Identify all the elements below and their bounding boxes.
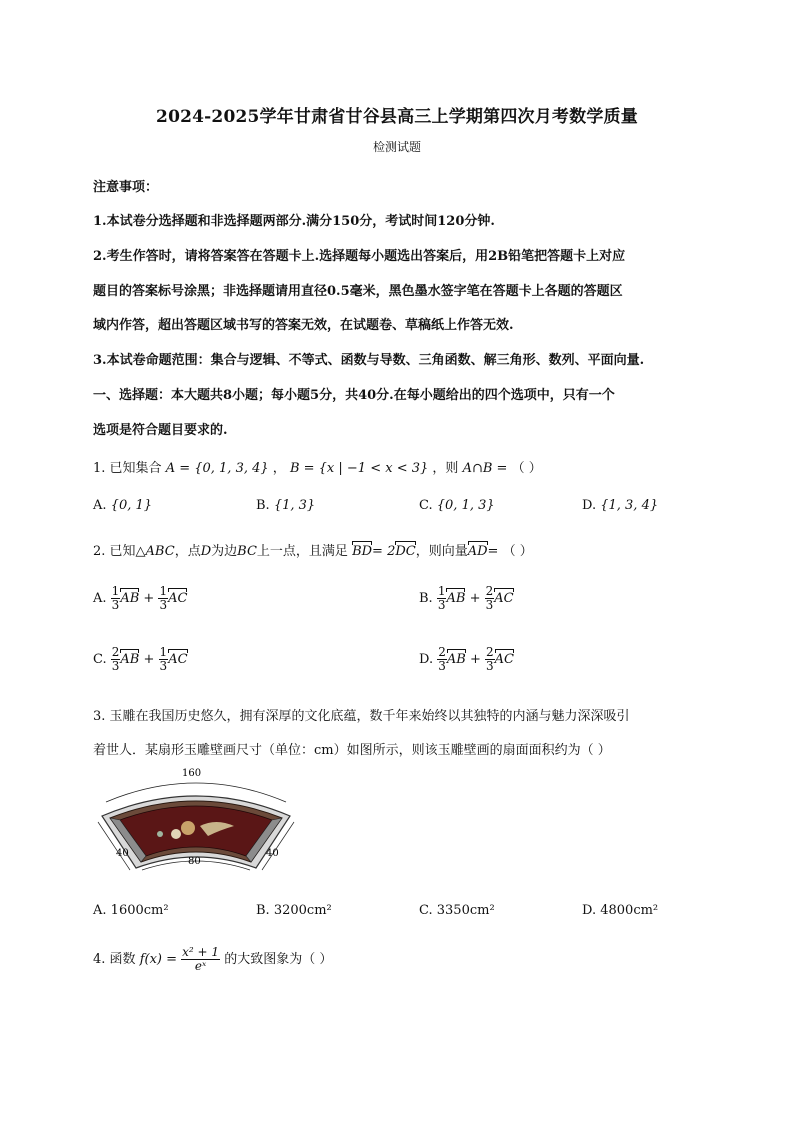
q1-blank: （ ） [511, 461, 542, 476]
label-40-left: 40 [116, 848, 129, 859]
label-80: 80 [188, 856, 201, 867]
q1-sep: ， [272, 461, 286, 476]
q2-vector-ad: AD [467, 544, 488, 559]
q1-set-b: B = {x | −1 < x < 3} [289, 461, 429, 476]
q4-function-name: f(x) = [139, 952, 177, 967]
q1-option-d: D. {1, 3, 4} [582, 498, 659, 513]
carving-flower-2 [171, 829, 181, 839]
carving-leaf [157, 831, 163, 837]
q2-text-4: 上一点，且满足 [256, 544, 348, 559]
q2-text-5: ，则向量 [415, 544, 468, 559]
notice-item-2-line-1: 2.考生作答时，请将答案答在答题卡上.选择题每小题选出答案后，用2B铅笔把答题卡上对应 [93, 249, 626, 264]
q3-option-b: B. 3200cm² [256, 903, 332, 918]
section-1-line-1: 一、选择题：本大题共8小题；每小题5分，共40分.在每小题给出的四个选项中，只有一个 [93, 388, 615, 403]
q3-option-c: C. 3350cm² [419, 903, 495, 918]
notice-item-1: 1.本试卷分选择题和非选择题两部分.满分150分，考试时间120分钟. [93, 214, 495, 229]
q2-point-d: D [200, 544, 212, 559]
notice-item-2-line-3: 域内作答，超出答题区域书写的答案无效，在试题卷、草稿纸上作答无效. [93, 318, 514, 333]
question-4-stem [93, 946, 332, 973]
q2-side-bc: BC [237, 544, 257, 559]
question-2-stem [93, 540, 533, 559]
q4-denominator: eˣ [194, 959, 207, 973]
q4-fraction [181, 946, 220, 973]
q1-option-c: C. {0, 1, 3} [419, 498, 495, 513]
exam-title: 2024-2025学年甘肃省甘谷县高三上学期第四次月考数学质量 [156, 107, 638, 127]
q4-suffix: 的大致图象为（ ） [224, 952, 333, 967]
q2-vector-dc: DC [395, 544, 416, 559]
carving-flower [181, 821, 195, 835]
q1-set-a: A = {0, 1, 3, 4} [165, 461, 269, 476]
question-1-stem [93, 457, 542, 476]
q2-eq: = [487, 544, 499, 559]
q2-text-2: ，点 [174, 544, 201, 559]
q2-option-a: A. $\frac{1}{3}$ AB + $\frac{1}{3}$ AC [93, 584, 188, 612]
q2-prefix: 2. 已知 [93, 544, 136, 559]
label-160: 160 [182, 768, 202, 779]
q4-prefix: 4. 函数 [93, 952, 136, 967]
q4-numerator: x² + 1 [182, 945, 220, 959]
q2-vector-bd: BD [352, 544, 373, 559]
q1-option-b: B. {1, 3} [256, 498, 316, 513]
question-3-line-2: 着世人．某扇形玉雕壁画尺寸（单位：cm）如图所示，则该玉雕壁画的扇面面积约为（ ） [93, 743, 611, 758]
q1-prefix: 1. 已知集合 [93, 461, 162, 476]
notice-heading: 注意事项： [93, 180, 159, 195]
q2-blank: （ ） [502, 544, 533, 559]
question-3-line-1: 3. 玉雕在我国历史悠久，拥有深厚的文化底蕴，数千年来始终以其独特的内涵与魅力深深吸引 [93, 709, 630, 724]
notice-item-2-line-2: 题目的答案标号涂黑；非选择题请用直径0.5毫米，黑色墨水签字笔在答题卡上各题的答题区 [93, 284, 623, 299]
q2-text-3: 为边 [211, 544, 238, 559]
q3-option-d: D. 4800cm² [582, 903, 659, 918]
q3-option-a: A. 1600cm² [93, 903, 169, 918]
label-40-right: 40 [266, 848, 279, 859]
q2-triangle: △ABC [135, 544, 175, 559]
q2-option-d: D. $\frac{2}{3}$ AB + $\frac{2}{3}$ AC [419, 645, 514, 673]
q1-then: ，则 [432, 461, 459, 476]
q2-cond-eq: = 2 [372, 544, 396, 559]
fan-jade-carving-figure [96, 764, 296, 876]
section-1-line-2: 选项是符合题目要求的. [93, 423, 228, 438]
notice-item-3: 3.本试卷命题范围：集合与逻辑、不等式、函数与导数、三角函数、解三角形、数列、平面向量. [93, 353, 645, 368]
q2-option-c: C. $\frac{2}{3}$ AB + $\frac{1}{3}$ AC [93, 645, 188, 673]
q1-expr: A∩B = [462, 461, 508, 476]
q1-option-a: A. {0, 1} [93, 498, 153, 513]
q2-option-b: B. $\frac{1}{3}$ AB + $\frac{2}{3}$ AC [419, 584, 514, 612]
exam-subtitle: 检测试题 [372, 140, 421, 154]
